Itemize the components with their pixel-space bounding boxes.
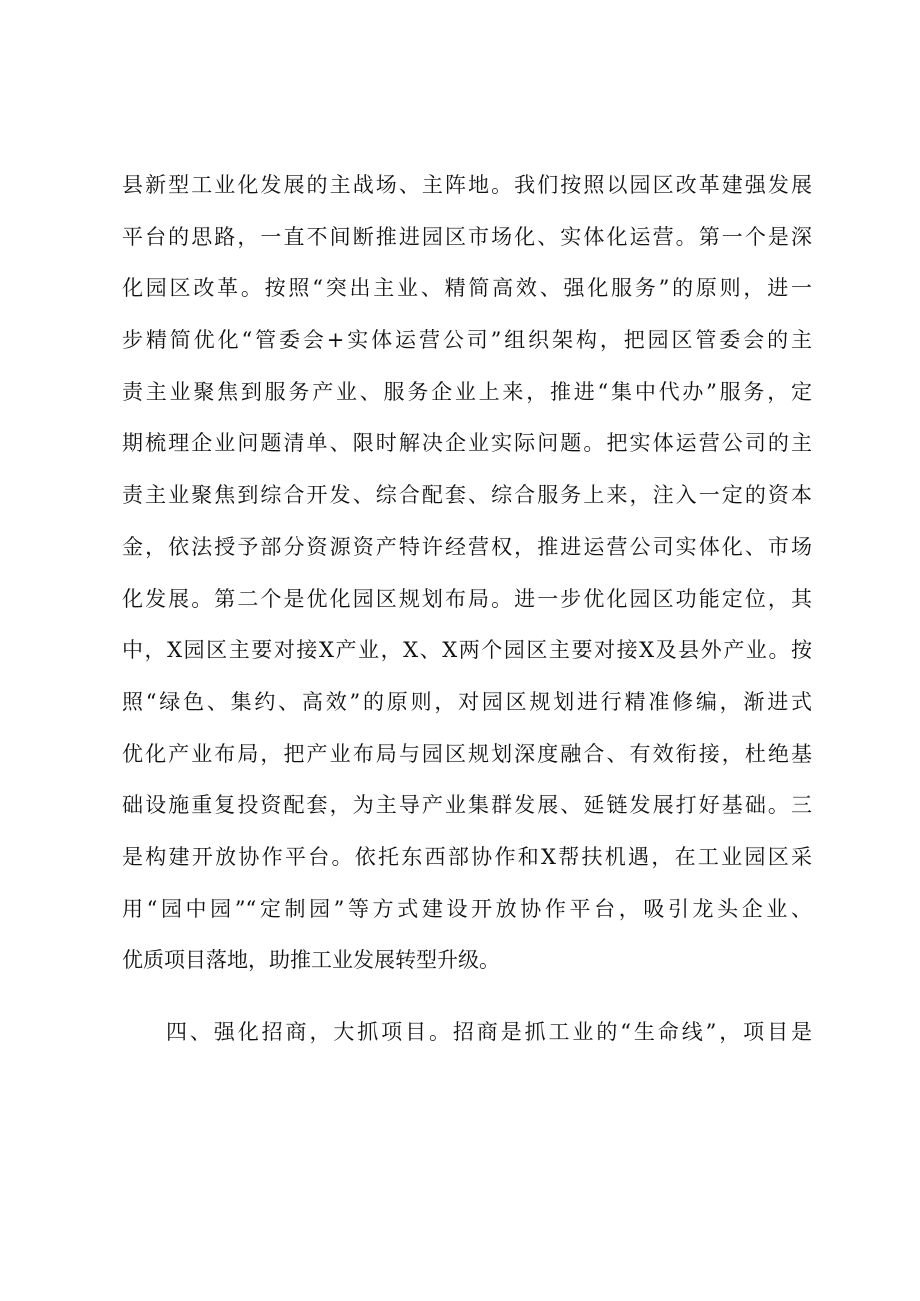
text-line: 照“绿色、集约、高效”的原则，对园区规划进行精准修编，渐进式 bbox=[122, 689, 812, 714]
document-body bbox=[122, 160, 812, 1059]
text-line: 础设施重复投资配套，为主导产业集群发展、延链发展打好基础。三 bbox=[122, 793, 812, 818]
text-line: 四、强化招商，大抓项目。招商是抓工业的“生命线”，项目是 bbox=[166, 1020, 812, 1044]
paragraph-spacer bbox=[122, 987, 812, 1007]
text-line: 平台的思路，一直不间断推进园区市场化、实体化运营。第一个是深 bbox=[122, 224, 812, 249]
text-line: 责主业聚焦到服务产业、服务企业上来，推进“集中代办”服务，定 bbox=[122, 379, 812, 404]
text-line: 优化产业布局，把产业布局与园区规划深度融合、有效衔接，杜绝基 bbox=[122, 741, 812, 766]
text-line: 用“园中园”“定制园”等方式建设开放协作平台，吸引龙头企业、 bbox=[122, 896, 812, 921]
text-line: 化园区改革。按照“突出主业、精简高效、强化服务”的原则，进一 bbox=[122, 276, 812, 301]
paragraph-1 bbox=[122, 160, 812, 987]
text-line: 金，依法授予部分资源资产特许经营权，推进运营公司实体化、市场 bbox=[122, 534, 812, 559]
text-line: 化发展。第二个是优化园区规划布局。进一步优化园区功能定位，其 bbox=[122, 586, 812, 611]
text-line: 责主业聚焦到综合开发、综合配套、综合服务上来，注入一定的资本 bbox=[122, 483, 812, 508]
text-line: 期梳理企业问题清单、限时解决企业实际问题。把实体运营公司的主 bbox=[122, 431, 812, 456]
text-line: 中，X园区主要对接X产业，X、X两个园区主要对接X及县外产业。按 bbox=[122, 638, 812, 663]
text-line: 县新型工业化发展的主战场、主阵地。我们按照以园区改革建强发展 bbox=[122, 173, 812, 197]
text-line: 优质项目落地，助推工业发展转型升级。 bbox=[122, 948, 500, 973]
paragraph-2 bbox=[122, 1007, 812, 1059]
text-line: 步精简优化“管委会+实体运营公司”组织架构，把园区管委会的主 bbox=[122, 328, 812, 353]
text-line: 是构建开放协作平台。依托东西部协作和X帮扶机遇，在工业园区采 bbox=[122, 844, 812, 869]
